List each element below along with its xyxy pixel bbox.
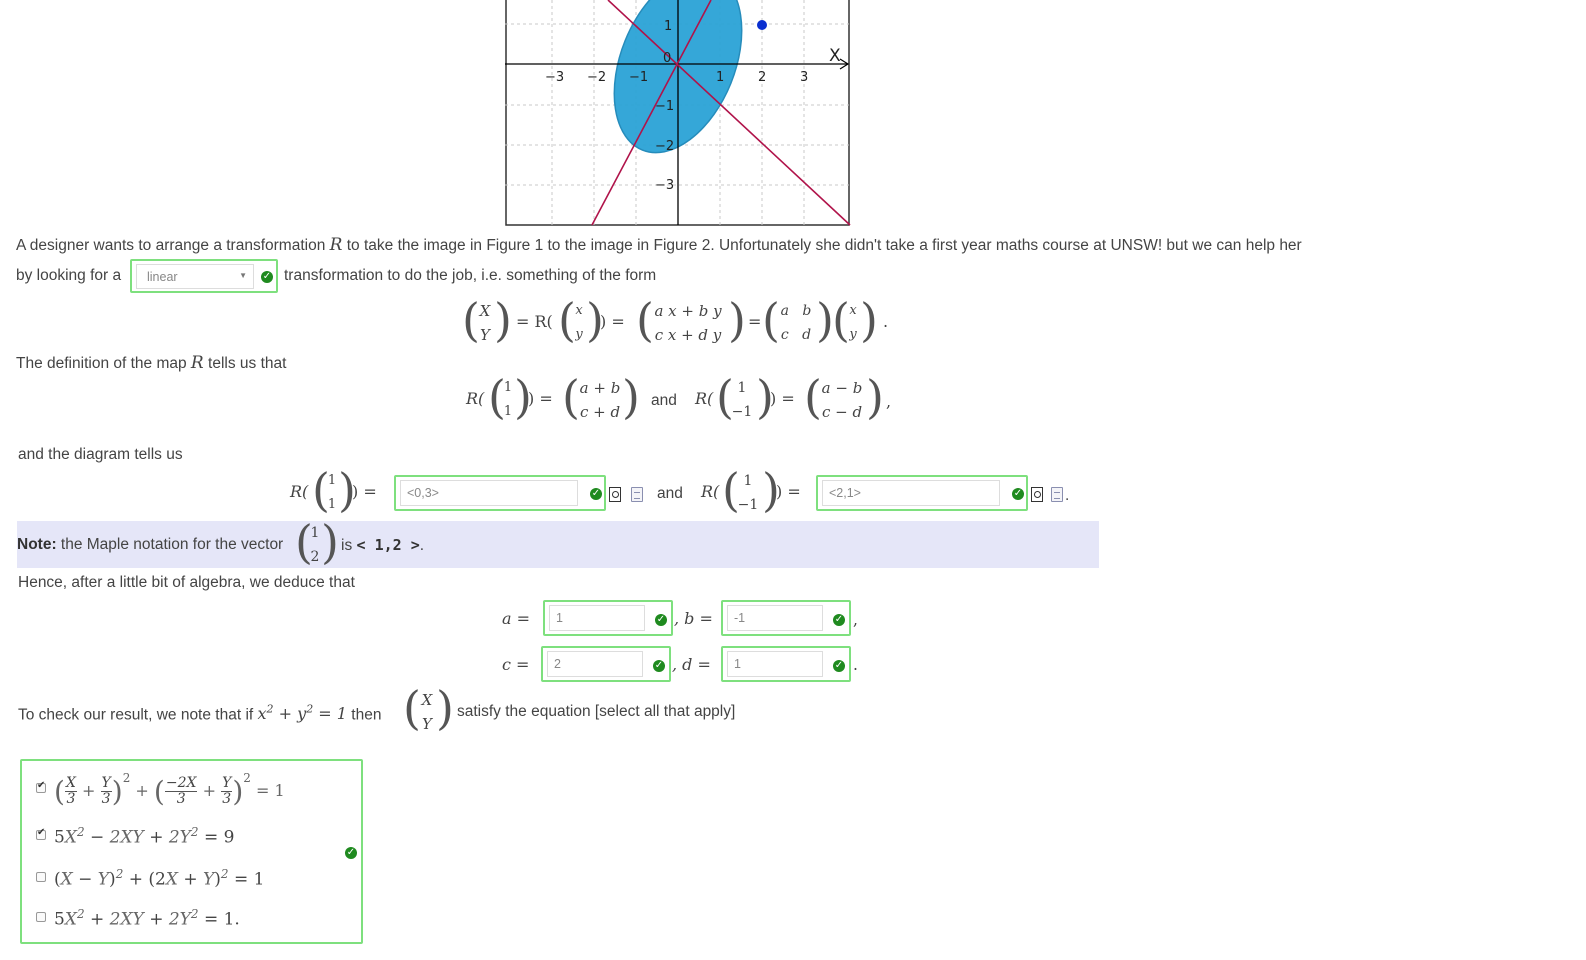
y-tick-label: −2	[655, 139, 675, 154]
maple-code: < 1,2 >	[356, 536, 420, 554]
and-text: and	[657, 485, 683, 502]
eq-one: = 1	[255, 781, 285, 800]
exp-2: 2	[76, 825, 85, 839]
exp-2: 2	[122, 771, 131, 785]
option-1-checkbox[interactable]	[36, 783, 46, 793]
frac-num: X	[65, 775, 76, 791]
y-tick-label: −3	[655, 178, 675, 193]
definition-text	[16, 353, 286, 373]
check-correct-icon: ✓	[591, 488, 601, 499]
period: .	[1065, 487, 1070, 504]
frac-den: 3	[222, 791, 232, 807]
matrix-a: a	[780, 303, 790, 319]
eq-period: .	[883, 312, 889, 331]
eq-close: ) =	[770, 389, 795, 408]
maple-notation-note: Note: the Maple notation for the vector ( 1 2 ) is < 1,2 >.	[17, 521, 1099, 568]
and-text: and	[651, 392, 677, 409]
plus: +	[202, 781, 216, 800]
x-tick-label: −2	[587, 70, 607, 85]
intro-line-1	[16, 235, 1302, 255]
x-tick-label: 1	[716, 70, 725, 85]
answer-box-2	[816, 475, 1028, 511]
vec-y2: y	[849, 327, 857, 342]
x-tick-label: 2	[758, 70, 767, 85]
eq-close: ) =	[352, 482, 377, 501]
check-correct-icon: ✓	[262, 271, 272, 282]
eq-close: ) =	[600, 312, 625, 331]
syntax-help-icon[interactable]	[631, 487, 643, 502]
vec-entry: 2	[310, 549, 320, 565]
check-text-a: To check our result, we note that if	[18, 706, 254, 724]
x-axis-label: X	[829, 46, 841, 66]
period: .	[419, 537, 425, 554]
plus: +	[82, 781, 96, 800]
option-4[interactable]	[34, 905, 334, 933]
option-1-label: ( $\frac{X}{3}$ + $\frac{Y}{3}$ )$^2$ + ( $\frac{-2X}{3}$ + $\frac{Y}{3}$ )$^2$ = 1	[54, 771, 285, 808]
option-2[interactable]	[34, 823, 334, 851]
c-minus-d: c − d	[821, 403, 863, 421]
c-plus-d: c + d	[579, 403, 621, 421]
check-correct-icon: ✓	[346, 847, 356, 858]
check-text	[18, 703, 381, 724]
frac-num: −2X	[165, 775, 197, 791]
x-tick-label: −1	[629, 70, 649, 85]
vec-y: y	[575, 327, 583, 342]
R-open: R(	[290, 482, 309, 501]
a-label: a =	[502, 609, 531, 628]
vec-x2: x	[849, 303, 857, 318]
var-x: x	[257, 704, 267, 724]
definition-equations: R( ( 1 1 ) ) = ( a + b c + d ) and R( ( 1 −1 ) ) = ( a − b c − d ) ,	[466, 370, 892, 424]
check-text-b: satisfy the equation [select all that apply]	[457, 703, 736, 720]
y-tick-label: 1	[664, 19, 673, 34]
cx-dy: c x + d y	[654, 326, 722, 344]
definition-text-b: tells us that	[208, 355, 287, 372]
note-is: is	[341, 537, 353, 554]
check-correct-icon: ✓	[834, 660, 844, 671]
vec-entry: 1	[737, 380, 747, 396]
frac-num: Y	[222, 775, 232, 791]
exp-2: 2	[266, 703, 274, 716]
vec-Y: Y	[422, 715, 432, 733]
then-text: then	[351, 706, 382, 724]
option-1[interactable]	[34, 769, 334, 811]
a-plus-b: a + b	[579, 379, 621, 397]
definition-text-a: The definition of the map	[16, 355, 187, 372]
eq-sign: =	[748, 312, 762, 331]
transformation-dropdown-box	[130, 259, 278, 293]
intro-line-2a: by looking for a	[16, 267, 122, 284]
d-input[interactable]	[727, 651, 823, 677]
note-label: Note:	[17, 536, 57, 553]
comma: ,	[886, 392, 892, 411]
validate-icon[interactable]	[609, 487, 621, 502]
option-4-checkbox[interactable]	[36, 912, 46, 922]
answer-box-1	[394, 475, 606, 511]
eq-one: = 1	[318, 704, 347, 724]
transformation-select[interactable]	[136, 264, 254, 289]
vec-X: X	[421, 691, 433, 709]
option-3-checkbox[interactable]	[36, 872, 46, 882]
general-linear-form-equation: ( X Y ) = R( ( x y ) ) = ( a x + b y c x + d y ) = ( a b c d ) ( x y ) .	[462, 293, 889, 347]
map-symbol-R: R	[190, 353, 204, 373]
exp-2: 2	[190, 907, 199, 921]
vec-entry: 1	[503, 404, 513, 419]
vec-entry: 1	[327, 473, 337, 488]
c-label: c =	[502, 655, 530, 674]
graph-svg	[505, 0, 851, 227]
comma: ,	[853, 611, 858, 629]
exp-2: 2	[115, 867, 124, 881]
b-label: , b =	[674, 609, 713, 628]
answer-box-c	[541, 646, 671, 682]
vec-Y: Y	[480, 326, 490, 344]
check-correct-icon: ✓	[834, 614, 844, 625]
eq-R: = R(	[516, 312, 553, 331]
option-2-label: $5X^2 - 2XY + 2Y^2 = 9$	[54, 825, 235, 848]
y-tick-label: −1	[655, 99, 675, 114]
select-value: linear	[147, 270, 178, 284]
vec-entry: 1	[327, 497, 337, 512]
answer-box-b	[721, 600, 851, 636]
exp-2: 2	[190, 825, 199, 839]
plus: +	[135, 781, 149, 800]
vector-answer-input-1[interactable]	[400, 480, 578, 506]
exp-2: 2	[76, 907, 85, 921]
matrix-c: c	[780, 327, 789, 343]
algebra-text: Hence, after a little bit of algebra, we deduce that	[18, 574, 355, 591]
options-box	[20, 759, 363, 944]
a-minus-b: a − b	[821, 379, 863, 397]
frac-den: 3	[101, 791, 111, 807]
check-correct-icon: ✓	[656, 614, 666, 625]
vec-entry: −1	[731, 404, 753, 420]
note-text: the Maple notation for the vector	[60, 536, 284, 553]
answer-box-d	[721, 646, 851, 682]
vector-answer-input-2[interactable]	[822, 480, 1000, 506]
option-4-label: $5X^2 + 2XY + 2Y^2 = 1$.	[54, 907, 240, 930]
eq-close: ) =	[528, 389, 553, 408]
vec-entry: 1	[503, 380, 513, 395]
x-tick-label: −3	[545, 70, 565, 85]
diagram-answer-row: R( ( 1 1 ) ) = <0,3> ✓ and R( ( 1 −1 ) ) = <2,1> ✓ .	[288, 465, 1088, 523]
d-label: , d =	[672, 655, 711, 674]
option-3-label: $(X - Y)^2 + (2X + Y)^2 = 1$	[54, 867, 265, 890]
c-input[interactable]	[547, 651, 643, 677]
matrix-d: d	[802, 327, 812, 343]
frac-den: 3	[66, 791, 76, 807]
plus: +	[278, 704, 293, 724]
chevron-down-icon: ▼	[239, 271, 247, 280]
exp-2: 2	[243, 771, 251, 785]
x-tick-label: 3	[800, 70, 809, 85]
exp-2: 2	[220, 867, 229, 881]
exp-2: 2	[306, 703, 314, 716]
vec-entry: 1	[743, 473, 753, 489]
intro-text-a: A designer wants to arrange a transformation	[16, 237, 326, 254]
b-input[interactable]	[727, 605, 823, 631]
ax-by: a x + b y	[654, 302, 722, 320]
R-open-2: R(	[695, 389, 714, 408]
eq-close: ) =	[776, 482, 801, 501]
validate-icon[interactable]	[1031, 487, 1043, 502]
R-open: R(	[466, 389, 485, 408]
figure-2-graph	[505, 0, 851, 227]
vec-entry: −1	[737, 497, 759, 513]
answer-box-a	[543, 600, 673, 636]
vec-entry: 1	[310, 525, 320, 541]
data-point	[757, 20, 767, 30]
check-correct-icon: ✓	[654, 660, 664, 671]
check-correct-icon: ✓	[1013, 488, 1023, 499]
option-3[interactable]	[34, 865, 334, 893]
vec-x: x	[575, 303, 583, 318]
matrix-b: b	[802, 303, 812, 319]
option-2-checkbox[interactable]	[36, 830, 46, 840]
intro-line-2b: transformation to do the job, i.e. something of the form	[284, 267, 657, 284]
R-open-2: R(	[701, 482, 720, 501]
map-symbol-R: R	[329, 235, 343, 255]
syntax-help-icon[interactable]	[1051, 487, 1063, 502]
var-y: y	[297, 704, 307, 724]
frac-den: 3	[176, 791, 186, 807]
origin-label: 0	[663, 51, 672, 66]
intro-text-b: to take the image in Figure 1 to the image in Figure 2. Unfortunately she didn't take a first year maths course at UNSW! but we can help her	[346, 237, 1302, 254]
frac-num: Y	[101, 775, 111, 791]
period: .	[853, 656, 858, 674]
vec-X: X	[479, 302, 491, 320]
a-input[interactable]	[549, 605, 645, 631]
diagram-text: and the diagram tells us	[18, 446, 183, 463]
